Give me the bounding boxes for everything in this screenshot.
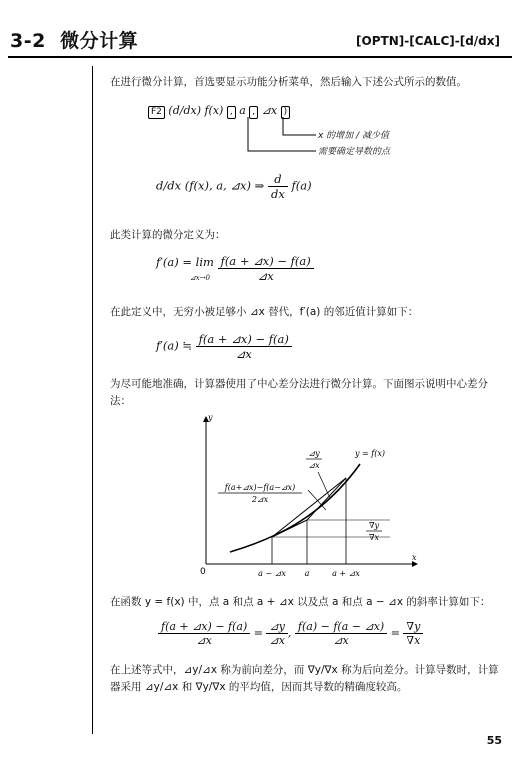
- curve-label: y = f(x): [354, 449, 386, 458]
- header-rule: [8, 56, 512, 58]
- formula4-frac3: [295, 620, 387, 647]
- close-paren-key: ): [281, 106, 291, 119]
- central-intro: 为尽可能地准确，计算器使用了中心差分法进行微分计算。下面图示说明中心差分法：: [110, 378, 488, 407]
- formula-ddx: [156, 172, 312, 201]
- formula4-frac4: [403, 620, 423, 647]
- origin-label: 0: [200, 567, 206, 577]
- formula-slopes: [158, 620, 423, 647]
- annotation-leaders: [240, 117, 320, 157]
- conclusion-paragraph: 在上述等式中，⊿y/⊿x 称为前向差分，而 ∇y/∇x 称为后向差分。计算导数时，计算器采用 ⊿y/⊿x 和 ∇y/∇x 的平均值，因而其导数的精确度较高。: [110, 664, 499, 693]
- forward-diff-num: ⊿y: [308, 449, 320, 458]
- formula1-num: d: [268, 172, 288, 187]
- margin-rule: [92, 66, 93, 734]
- formula3-num: f(a + ⊿x) − f(a): [196, 332, 292, 347]
- definition-intro: 此类计算的微分定义为：: [110, 229, 226, 241]
- formula3-fraction: [196, 332, 292, 361]
- param-a: a: [239, 104, 246, 117]
- formula4-f3-den: ⊿x: [333, 634, 349, 647]
- backward-diff-num: ∇y: [368, 521, 380, 530]
- formula3-den: ⊿x: [235, 347, 252, 361]
- formula2-den: ⊿x: [257, 269, 274, 283]
- formula1-rhs: f(a): [291, 178, 312, 193]
- formula2-fraction: [218, 254, 314, 283]
- page-number: 55: [486, 734, 502, 747]
- backward-diff-den: ∇x: [368, 533, 380, 542]
- section-number: 3-2: [10, 30, 46, 52]
- intro-paragraph: 在进行微分计算，首选要显示功能分析菜单，然后输入下述公式所示的数值。: [110, 76, 467, 88]
- y-axis-label: y: [208, 413, 213, 422]
- formula3-lhs: f′(a) ≒: [156, 338, 192, 353]
- central-diff-num: f(a+⊿x)−f(a−⊿x): [224, 483, 296, 492]
- formula1-den: dx: [270, 187, 285, 201]
- forward-leader: [318, 472, 330, 498]
- comma-key-2: ,: [249, 106, 258, 119]
- formula4-frac1: [158, 620, 250, 647]
- annotation-increment: x 的增加 / 减少值: [318, 131, 389, 141]
- ddx-function: (d/dx) f(x): [168, 104, 224, 117]
- formula2-lhs: f′(a) = lim: [156, 254, 214, 269]
- central-difference-diagram: [190, 410, 430, 586]
- formula4-f1-num: f(a + ⊿x) − f(a): [158, 620, 250, 634]
- forward-secant: [307, 478, 346, 520]
- formula4-eq1: =: [253, 626, 263, 640]
- central-leader: [308, 490, 326, 510]
- formula4-f4-num: ∇y: [403, 620, 423, 634]
- param-dx: ⊿x: [261, 104, 278, 117]
- tick-a-plus-dx: a + ⊿x: [332, 569, 360, 578]
- formula4-f2-num: ⊿y: [266, 620, 287, 634]
- forward-diff-den: ⊿x: [308, 461, 320, 470]
- formula4-f2-den: ⊿x: [269, 634, 285, 647]
- approx-intro: 在此定义中，无穷小被足够小 ⊿x 替代，f′(a) 的邻近值计算如下：: [110, 306, 419, 318]
- key-path: [OPTN]-[CALC]-[d/dx]: [356, 34, 500, 48]
- function-curve: [230, 464, 360, 552]
- formula4-f4-den: ∇x: [406, 634, 421, 647]
- formula2-limsub: ⊿x→0: [189, 273, 211, 282]
- comma-key: ,: [227, 106, 236, 119]
- annotation-point: 需要确定导数的点: [318, 147, 391, 157]
- f2-key: F2: [148, 106, 165, 119]
- central-diff-den: 2⊿x: [251, 495, 269, 504]
- section-title: 微分计算: [60, 30, 139, 52]
- formula2-num: f(a + ⊿x) − f(a): [218, 254, 314, 269]
- formula-limit: [156, 254, 314, 283]
- formula4-sep: ,: [287, 626, 292, 640]
- section-heading: [10, 26, 138, 53]
- formula4-eq2: =: [390, 626, 400, 640]
- formula1-lhs: d/dx (f(x), a, ⊿x) ⇒: [156, 178, 265, 193]
- tick-a-minus-dx: a − ⊿x: [258, 569, 286, 578]
- formula-approx: [156, 332, 292, 361]
- formula4-frac2: [266, 620, 287, 647]
- x-axis-label: x: [412, 553, 417, 562]
- formula4-f1-den: ⊿x: [196, 634, 212, 647]
- slope-intro: 在函数 y = f(x) 中，点 a 和点 a + ⊿x 以及点 a 和点 a − ⊿x 的斜率计算如下：: [110, 596, 491, 608]
- tick-a: a: [304, 569, 310, 578]
- formula4-f3-num: f(a) − f(a − ⊿x): [295, 620, 387, 634]
- formula1-fraction: [268, 172, 288, 201]
